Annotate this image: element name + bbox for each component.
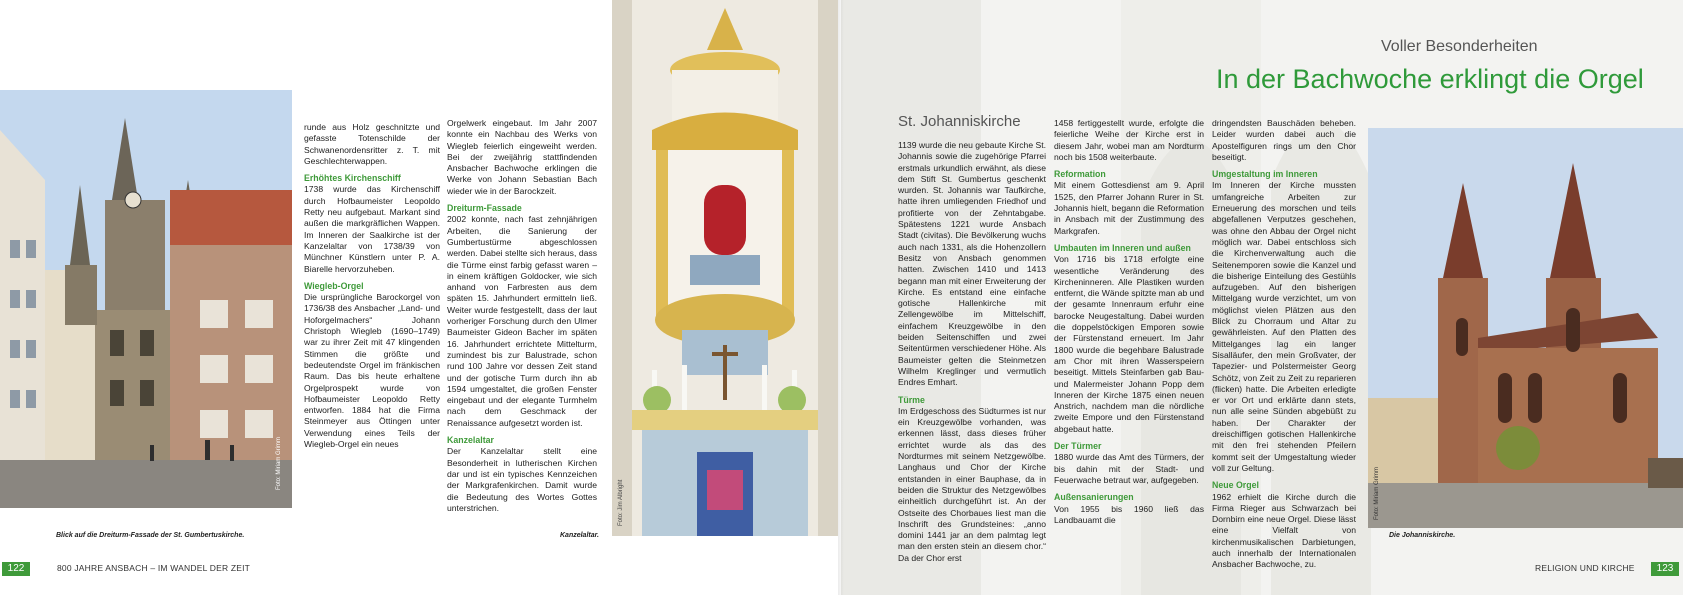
right-page [841, 0, 1683, 595]
text-tuerme: Im Erdgeschoss des Südturmes ist nur ein Kreuzgewölbe vorhanden, was erkennen lässt, dass dieses früher errichtet wurde als das des Nordturmes mit seinem Netzgewölbe. Langhaus und Chor der Kirche entstanden in einer Bauphase, da in beiden die Struktur des Netzgewölbes einheitlich durchgeführt ist. An der Ostseite des Chorbaues liest man die Inschrift des Grundsteines: „anno domini 1441 jar an dem palmtag legt man den ersten stein an diesem chor.“ Da der Chor erst [898, 405, 1046, 563]
section-kicker: Voller Besonderheiten [1381, 38, 1538, 55]
photo-johanniskirche [1368, 128, 1683, 528]
text-aussensanierungen: Von 1955 bis 1960 ließ das Landbauamt die [1054, 503, 1204, 525]
photo1-credit: Foto: Miriam Grimm [276, 437, 282, 490]
text-erhoehtes-kirchenschiff: 1738 wurde das Kirchenschiff durch Hofbaumeister Leopoldo Retty neu aufgebaut. Markant sind außen die markgräflichen Wappen. Im Inneren der Saalkirche ist der Kanzelaltar von 1738/39 von Münchner Künstlern unter P. A. Biarelle hervorzuheben. [304, 184, 440, 274]
text-reformation: Mit einem Gottesdienst am 9. April 1525, den Pfarrer Johann Rurer in St. Johannis hielt, begann die Reformation in Ansbach mit der Zustimmung des Markgrafen. [1054, 180, 1204, 236]
right-col3-intro: dringendsten Bauschäden beheben. Leider wurden dabei auch die Apostelfiguren rings um den Chor beseitigt. [1212, 118, 1356, 162]
text-dreiturm-fassade: 2002 konnte, nach fast zehnjährigen Arbeiten, die Sanierung der Gumbertustürme abgeschlossen werden. Dabei stellte sich heraus, dass die Türme einst farbig gefasst waren – in einem kräftigen Goldocker, wie sich anhand von Farbresten aus dem späten 15. Jahrhundert ermitteln ließ. Weiter wurde festgestellt, dass der laut vorheriger Forschung durch den Ulmer Baumeister Gideon Bacher im späten 16. Jahrhundert errichtete Mittelturm, zumindest bis zur Balustrade, schon rund 100 Jahre vor dessen Zeit stand und der gotische Turm durch ihn ab 1594 umgestaltet, die großen Fenster eingebaut und der elegante Turmhelm nach dem Geschmack der Renaissance aufgesetzt worden ist. [447, 214, 597, 428]
text-kanzelaltar: Der Kanzelaltar stellt eine Besonderheit in lutherischen Kirchen dar und ist ein typisches Kennzeichen der Markgrafenkirchen. Damit wurde die Bedeutung des Wortes Gottes unterstrichen. [447, 446, 597, 513]
page-number-right: 123 [1651, 562, 1679, 576]
church-facade-illustration [0, 90, 292, 508]
heading-umbauten: Umbauten im Inneren und außen [1054, 242, 1191, 253]
heading-aussensanierungen: Außensanierungen [1054, 492, 1134, 503]
right-col1-intro: 1139 wurde die neu gebaute Kirche St. Johannis sowie die zugehörige Pfarrei erstmals urkundlich erwähnt, als diese dem Stift St. Gumbertus geschenkt wurden. St. Johannis war Taufkirche, hatte ihren umliegenden Friedhof und profitierte von der Zehntabgabe. Spätestens 1221 wurde Ansbach Stadt (civitas). Die Bevölkerung wuchs auch nach 1331, als die Hohenzollern Besitz von Ansbach genommen hatten. Zwischen 1410 und 1413 begann man mit einer Erweiterung der Kirche. Es entstand eine einfache gotische Hallenkirche mit Zellengewölbe im Mittelschiff, einfachem Kreuzgewölbe in den beiden Seitenschiffen und zwei Seitentürmen verschiedener Höhe. Als Baumeister gelten die Steinmetzen Wilhelm Kreglinger und vermutlich Endres Emhart. [898, 140, 1046, 388]
left-col1-intro: runde aus Holz geschnitzte und gefasste Totenschilde der Schwanenordensritter z. T. mit Geschlechterwappen. [304, 122, 440, 166]
photo2-caption: Kanzelaltar. [560, 532, 599, 539]
photo3-credit: Foto: Miriam Grimm [1374, 467, 1380, 520]
photo1-caption: Blick auf die Dreiturm-Fassade der St. Gumbertuskirche. [56, 532, 245, 539]
photo3-caption: Die Johanniskirche. [1389, 532, 1456, 539]
text-der-tuermer: 1880 wurde das Amt des Türmers, der bis dahin mit der Stadt- und Feuerwache betraut war, aufgegeben. [1054, 452, 1204, 485]
spread-gutter [838, 0, 844, 595]
heading-kanzelaltar: Kanzelaltar [447, 435, 494, 446]
photo-kanzelaltar [612, 0, 838, 536]
right-column-1 [898, 140, 1046, 564]
johanniskirche-illustration [1368, 128, 1683, 528]
altar-illustration [612, 0, 838, 536]
page-headline: In der Bachwoche erklingt die Orgel [1216, 64, 1644, 94]
heading-umgestaltung: Umgestaltung im Inneren [1212, 169, 1318, 180]
text-umbauten: Von 1716 bis 1718 erfolgte eine wesentliche Veränderung des Kircheninneren. Alle Plastiken wurden entfernt, die Wände spitzte man ab und der gesamte Innenraum erfuhr eine barocke Neugestaltung. Dabei wurden die doppelstöckigen Emporen sowie der Fürstenstand erneuert. Im Jahr 1800 wurde die begehbare Balustrade am Chor mit ihren Wasserspeiern beseitigt. Mittels Steinfarben gab Bau- und Malermeister Johann Popp dem Inneren der Kirche 1875 einen neuen Anstrich, nachdem man die nördliche zweite Empore und den Fürstenstand abgebaut hatte. [1054, 254, 1205, 434]
heading-dreiturm-fassade: Dreiturm-Fassade [447, 203, 522, 214]
left-col2-intro: Orgelwerk eingebaut. Im Jahr 2007 konnte ein Nachbau des Werks von Wiegleb feierlich eingeweiht werden. Bei der zweijährig stattfindenden Ansbacher Bachwoche erklingen die Werke von Johann Sebastian Bach wieder wie in der Barockzeit. [447, 118, 597, 196]
subhead-st-johanniskirche: St. Johanniskirche [898, 113, 1021, 130]
footer-title-right: RELIGION UND KIRCHE [1535, 563, 1635, 573]
heading-tuerme: Türme [898, 394, 925, 405]
photo-dreiturm-fassade [0, 90, 292, 508]
right-column-2 [1054, 118, 1204, 526]
left-page [0, 0, 841, 595]
right-col2-intro: 1458 fertiggestellt wurde, erfolgte die feierliche Weihe der Kirche erst in diesem Jahr, wobei man am Nordturm noch bis 1508 weiterbaute. [1054, 118, 1204, 162]
text-neue-orgel: 1962 erhielt die Kirche durch die Firma Rieger aus Schwarzach bei Dornbirn eine neue Orgel. Diese lässt eine Vielfalt von kirchenmusikalischen Darbietungen, auch innerhalb der Internationalen Ansbacher Bachwoche, zu. [1212, 491, 1356, 570]
left-column-1 [304, 122, 440, 450]
heading-neue-orgel: Neue Orgel [1212, 480, 1259, 491]
page-number-left: 122 [2, 562, 30, 576]
heading-der-tuermer: Der Türmer [1054, 441, 1102, 452]
heading-wiegleb-orgel: Wiegleb-Orgel [304, 280, 364, 291]
left-column-2 [447, 118, 597, 514]
text-umgestaltung: Im Inneren der Kirche mussten umfangreiche Arbeiten zur Erneuerung des morschen und teils abgefallenen Verputzes geschehen, was ohne den Abbau der Orgel nicht möglich war. Dabei entschloss sich die Kirchenverwaltung auch die Seitenemporen sowie die Kanzel und die bisherige Einteilung des Gestühls aufzugeben. Auf den bisherigen Mittelgang wurde verzichtet, um von möglichst vielen Plätzen aus den Blick zu Chorraum und Altar zu gewährleisten. Auf den Platten des Mittelganges lag ein langer Sisalläufer, den mein Großvater, der Tapezier- und Polstermeister Georg Schötz, von Zeit zu Zeit zu reparieren (flicken) hatte. Die Arbeiten erledigte er vor Ort und erklärte dann stets, nun alle seine Sünden abgebüßt zu haben. Der Charakter der dreischiffigen gotischen Hallenkirche mit den frei stehenden Pfeilern kommt seit der Umgestaltung wieder voll zur Geltung. [1212, 180, 1356, 473]
footer-title-left: 800 JAHRE ANSBACH – IM WANDEL DER ZEIT [57, 563, 251, 573]
photo2-credit: Foto: Jim Albright [618, 479, 624, 526]
right-column-3 [1212, 118, 1356, 571]
heading-reformation: Reformation [1054, 169, 1106, 180]
text-wiegleb-orgel: Die ursprüngliche Barockorgel von 1736/38 des Ansbacher „Land- und Hoforgelmachers“ Johann Christoph Wiegleb (1690–1749) war zu ihrer Zeit mit 47 klingenden Stimmen die größte und bedeutendste Orgel im fränkischen Raum. Das bis heute erhaltene Orgelprospekt wurde von Hofbaumeister Leopoldo Retty entworfen. 1884 hat die Firma Steinmeyer aus Öttingen unter Verwendung eines Teils der Wiegleb-Orgel ein neues [304, 292, 440, 450]
heading-erhoehtes-kirchenschiff: Erhöhtes Kirchenschiff [304, 173, 401, 184]
